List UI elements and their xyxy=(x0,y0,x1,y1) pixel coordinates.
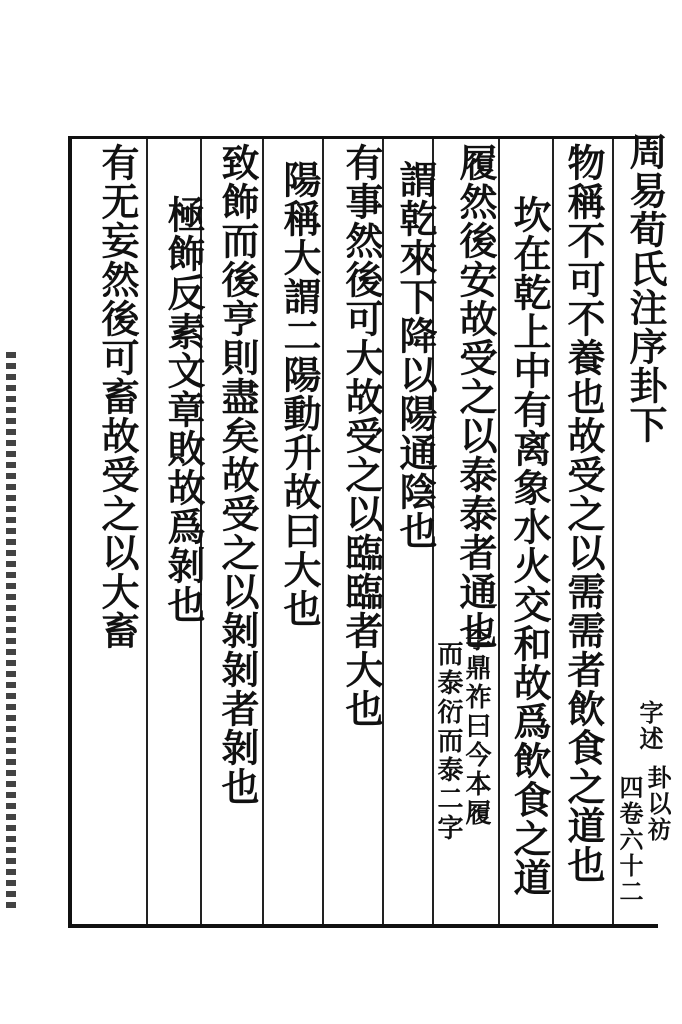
page-title: 周易荀氏注序卦下 xyxy=(623,132,668,444)
header-right-1: 卦以祊 xyxy=(643,765,672,843)
text-column: 物稱不可不養也故受之以需需者飲食之道也 xyxy=(561,143,606,884)
text-column: 坎在乾上中有离象水火交和故爲飲食之道 xyxy=(507,195,552,897)
annotation-column: 而泰衍而泰二字 xyxy=(433,640,463,843)
header-right-top: 字述 xyxy=(635,700,664,752)
text-column: 履然後安故受之以泰泰者通也 xyxy=(453,143,498,650)
frame-top-border xyxy=(68,136,658,139)
spine-edge xyxy=(6,352,16,912)
text-column: 致飾而後亨則盡矣故受之以剝剝者剝也 xyxy=(215,143,260,806)
header-right-2: 四卷六十二 xyxy=(615,775,644,905)
column-rule xyxy=(146,139,148,924)
text-column: 有无妄然後可畜故受之以大畜 xyxy=(95,143,140,650)
frame-bottom-border xyxy=(68,924,658,928)
text-column: 極飾反素文章敗故爲剝也 xyxy=(161,195,206,624)
text-column: 陽稱大謂二陽動升故曰大也 xyxy=(277,160,322,628)
text-column: 有事然後可大故受之以臨臨者大也 xyxy=(339,143,384,728)
frame-left-border xyxy=(68,136,72,928)
text-column: 謂乾來下降以陽通陰也 xyxy=(393,160,438,550)
annotation-column: 李鼎祚曰今本履 xyxy=(461,625,491,828)
